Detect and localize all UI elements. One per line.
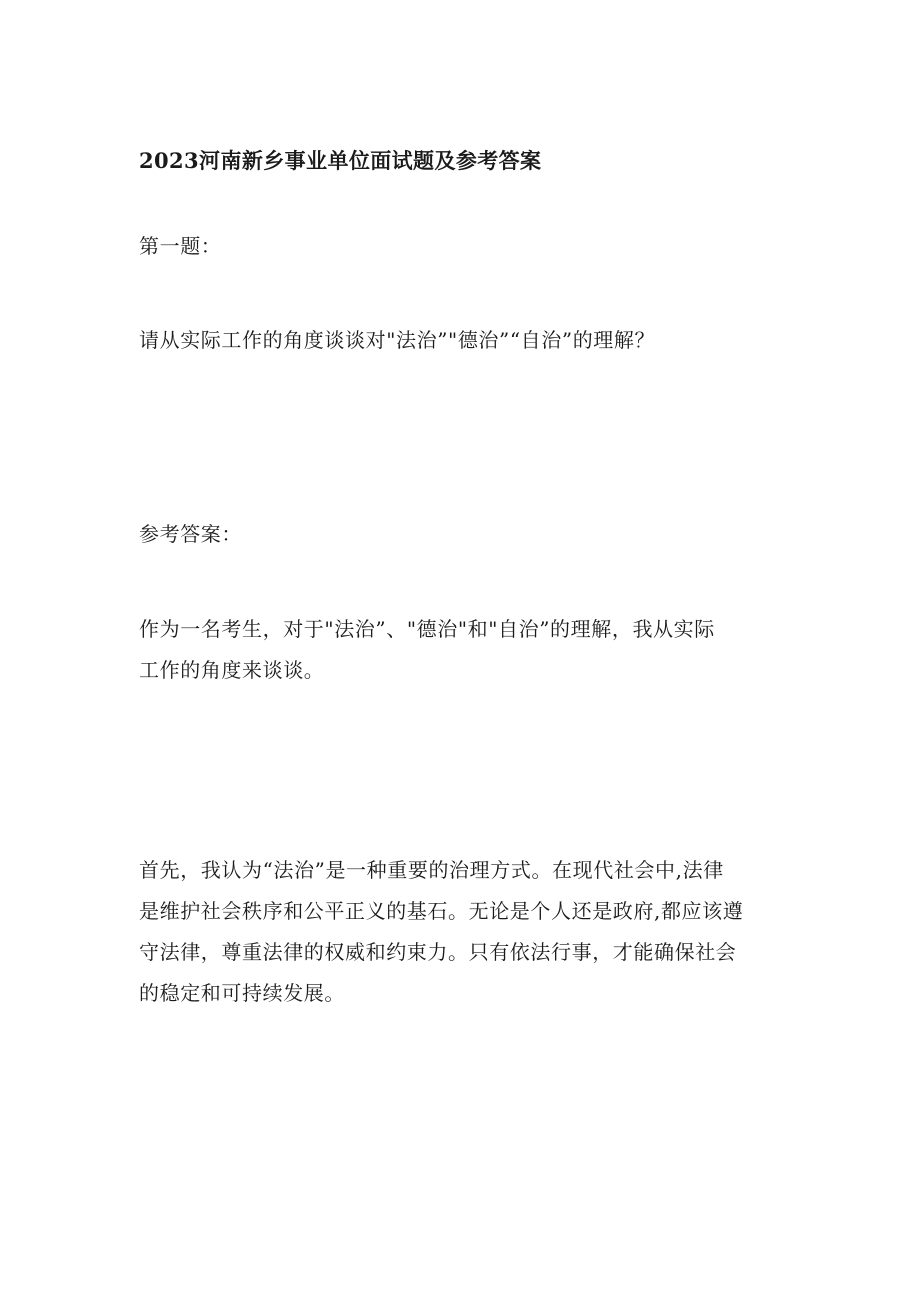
paragraph-line: 首先，我认为“法治”是一种重要的治理方式。在现代社会中,法律 <box>139 858 724 882</box>
paragraph-line: 守法律，尊重法律的权威和约束力。只有依法行事，才能确保社会 <box>139 940 737 964</box>
paragraph-line: 是维护社会秩序和公平正义的基石。无论是个人还是政府,都应该遵 <box>139 899 744 923</box>
paragraph-line: 的稳定和可持续发展。 <box>139 981 345 1005</box>
question-text: 请从实际工作的角度谈谈对"法治”"德治”“自治”的理解？ <box>139 328 656 352</box>
paragraph-line: 工作的角度来谈谈。 <box>139 658 325 682</box>
answer-paragraph-1 <box>139 609 715 691</box>
paragraph-line: 作为一名考生，对于"法治”、"德治"和"自治”的理解，我从实际 <box>139 617 715 641</box>
answer-heading: 参考答案： <box>139 522 242 546</box>
question-heading: 第一题： <box>139 234 222 258</box>
document-title: 2023河南新乡事业单位面试题及参考答案 <box>139 148 542 173</box>
answer-paragraph-2 <box>139 850 743 1014</box>
